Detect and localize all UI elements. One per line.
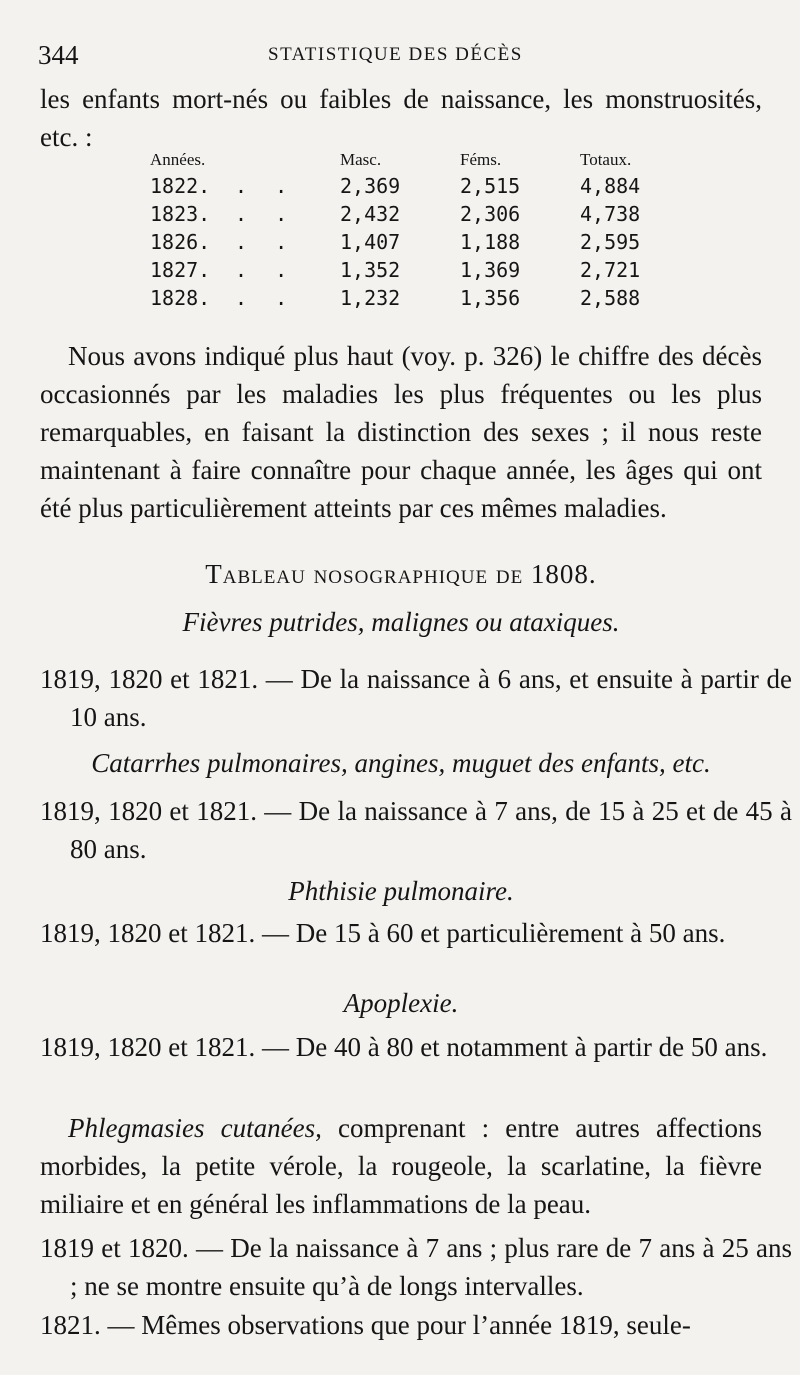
leader-dots: . . bbox=[235, 230, 296, 254]
cell-female: 1,188 bbox=[460, 230, 521, 254]
cell-year: 1827. bbox=[150, 258, 211, 282]
table-header bbox=[150, 150, 670, 174]
cell-male: 1,232 bbox=[340, 286, 401, 310]
header-total: Totaux. bbox=[580, 150, 632, 169]
cell-male: 2,369 bbox=[340, 174, 401, 198]
leader-dots: . . bbox=[235, 202, 296, 226]
subheading-apoplexie: Apoplexie. bbox=[343, 988, 459, 1018]
leader-dots: . . bbox=[235, 258, 296, 282]
cell-female: 1,356 bbox=[460, 286, 521, 310]
section-title: Tableau nosographique de 1808. bbox=[205, 559, 597, 589]
header-female: Féms. bbox=[460, 150, 502, 169]
cell-female: 2,515 bbox=[460, 174, 521, 198]
cell-total: 4,738 bbox=[580, 202, 641, 226]
table-row bbox=[150, 286, 670, 314]
cell-total: 2,721 bbox=[580, 258, 641, 282]
table-row bbox=[150, 230, 670, 258]
paragraph-ages: Nous avons indiqué plus haut (voy. p. 326) le chiffre des décès occasionnés par les maladies les plus fréquentes ou les plus remarquables, en faisant la distinction des sexes ; il nous reste maintenant à faire connaître pour chaque année, les âges qui ont été plus particulièrement atteints par ces mêmes maladies. bbox=[40, 341, 762, 523]
entry-phthisie: 1819, 1820 et 1821. — De 15 à 60 et particulièrement à 50 ans. bbox=[40, 918, 726, 948]
cell-year: 1826. bbox=[150, 230, 211, 254]
cell-total: 2,588 bbox=[580, 286, 641, 310]
intro-text: les enfants mort-nés ou faibles de naissance, les monstruosités, etc. : bbox=[40, 84, 762, 152]
running-head bbox=[38, 40, 760, 74]
subheading-catarrhes: Catarrhes pulmonaires, angines, muguet des enfants, etc. bbox=[91, 748, 711, 778]
entry-1819-1820: 1819 et 1820. — De la naissance à 7 ans ; plus rare de 7 ans à 25 ans ; ne se montre ensuite qu’à de longs intervalles. bbox=[40, 1233, 792, 1301]
phlegmasies-heading: Phlegmasies cutanées, bbox=[68, 1113, 322, 1143]
header-male: Masc. bbox=[340, 150, 382, 169]
phlegmasies-text: comprenant : entre autres affections morbides, la petite vérole, la rougeole, la scarlatine, la fièvre miliaire et en général les inflammations de la peau. bbox=[40, 1113, 762, 1219]
cell-male: 1,352 bbox=[340, 258, 401, 282]
cell-total: 4,884 bbox=[580, 174, 641, 198]
cell-female: 2,306 bbox=[460, 202, 521, 226]
cell-male: 1,407 bbox=[340, 230, 401, 254]
table-row bbox=[150, 258, 670, 286]
table-row bbox=[150, 202, 670, 230]
entry-catarrhes: 1819, 1820 et 1821. — De la naissance à 7 ans, de 15 à 25 et de 45 à 80 ans. bbox=[40, 796, 792, 864]
entry-1821: 1821. — Mêmes observations que pour l’année 1819, seule- bbox=[40, 1310, 691, 1340]
leader-dots: . . bbox=[235, 286, 296, 310]
mortality-table bbox=[150, 150, 670, 314]
cell-year: 1828. bbox=[150, 286, 211, 310]
entry-fievres: 1819, 1820 et 1821. — De la naissance à 6 ans, et ensuite à partir de 10 ans. bbox=[40, 664, 792, 732]
entry-apoplexie: 1819, 1820 et 1821. — De 40 à 80 et notamment à partir de 50 ans. bbox=[40, 1032, 768, 1062]
cell-male: 2,432 bbox=[340, 202, 401, 226]
paragraph-phlegmasies bbox=[40, 1109, 762, 1223]
cell-total: 2,595 bbox=[580, 230, 641, 254]
page-number: 344 bbox=[38, 40, 79, 70]
subheading-fievres: Fièvres putrides, malignes ou ataxiques. bbox=[182, 607, 620, 637]
running-title: STATISTIQUE DES DÉCÈS bbox=[268, 44, 523, 65]
cell-year: 1822. bbox=[150, 174, 211, 198]
subheading-phthisie: Phthisie pulmonaire. bbox=[288, 876, 514, 906]
cell-female: 1,369 bbox=[460, 258, 521, 282]
cell-year: 1823. bbox=[150, 202, 211, 226]
header-years: Années. bbox=[150, 150, 206, 169]
leader-dots: . . bbox=[235, 174, 296, 198]
table-row bbox=[150, 174, 670, 202]
